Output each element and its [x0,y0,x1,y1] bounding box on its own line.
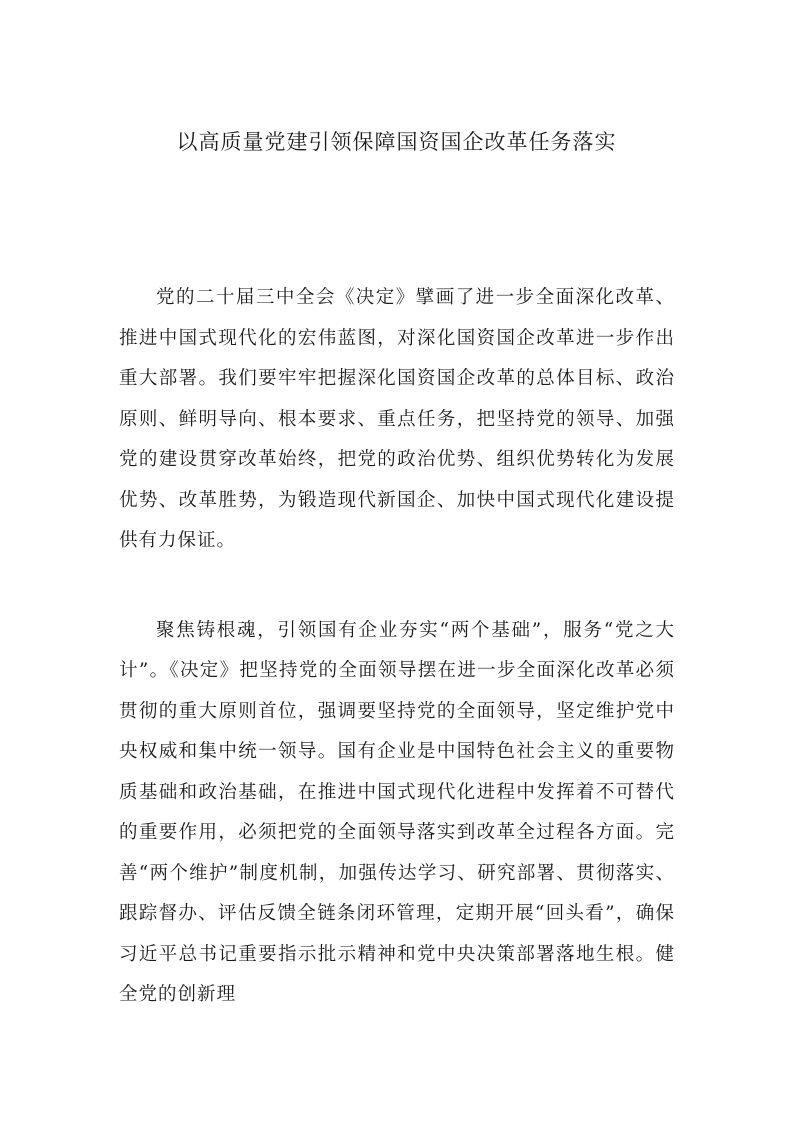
paragraph-1: 党的二十届三中全会《决定》擘画了进一步全面深化改革、推进中国式现代化的宏伟蓝图，对深化国资国企改革进一步作出重大部署。我们要牢牢把握深化国资国企改革的总体目标、政治原则、鲜明导向、根本要求、重点任务，把坚持党的领导、加强党的建设贯穿改革始终，把党的政治优势、组织优势转化为发展优势、改革胜势，为锻造现代新国企、加快中国式现代化建设提供有力保证。 [119,287,675,551]
document-body [119,278,675,1016]
document-title: 以高质量党建引领保障国资国企改革任务落实 [176,130,617,154]
paragraph-2: 聚焦铸根魂，引领国有企业夯实“两个基础”，服务“党之大计”。《决定》把坚持党的全面领导摆在进一步全面深化改革必须贯彻的重大原则首位，强调要坚持党的全面领导，坚定维护党中央权威和集中统一领导。国有企业是中国特色社会主义的重要物质基础和政治基础，在推进中国式现代化进程中发挥着不可替代的重要作用，必须把党的全面领导落实到改革全过程各方面。完善“两个维护”制度机制，加强传达学习、研究部署、贯彻落实、跟踪督办、评估反馈全链条闭环管理，定期开展“回头看”，确保习近平总书记重要指示批示精神和党中央决策部署落地生根。健全党的创新理 [119,619,675,1005]
